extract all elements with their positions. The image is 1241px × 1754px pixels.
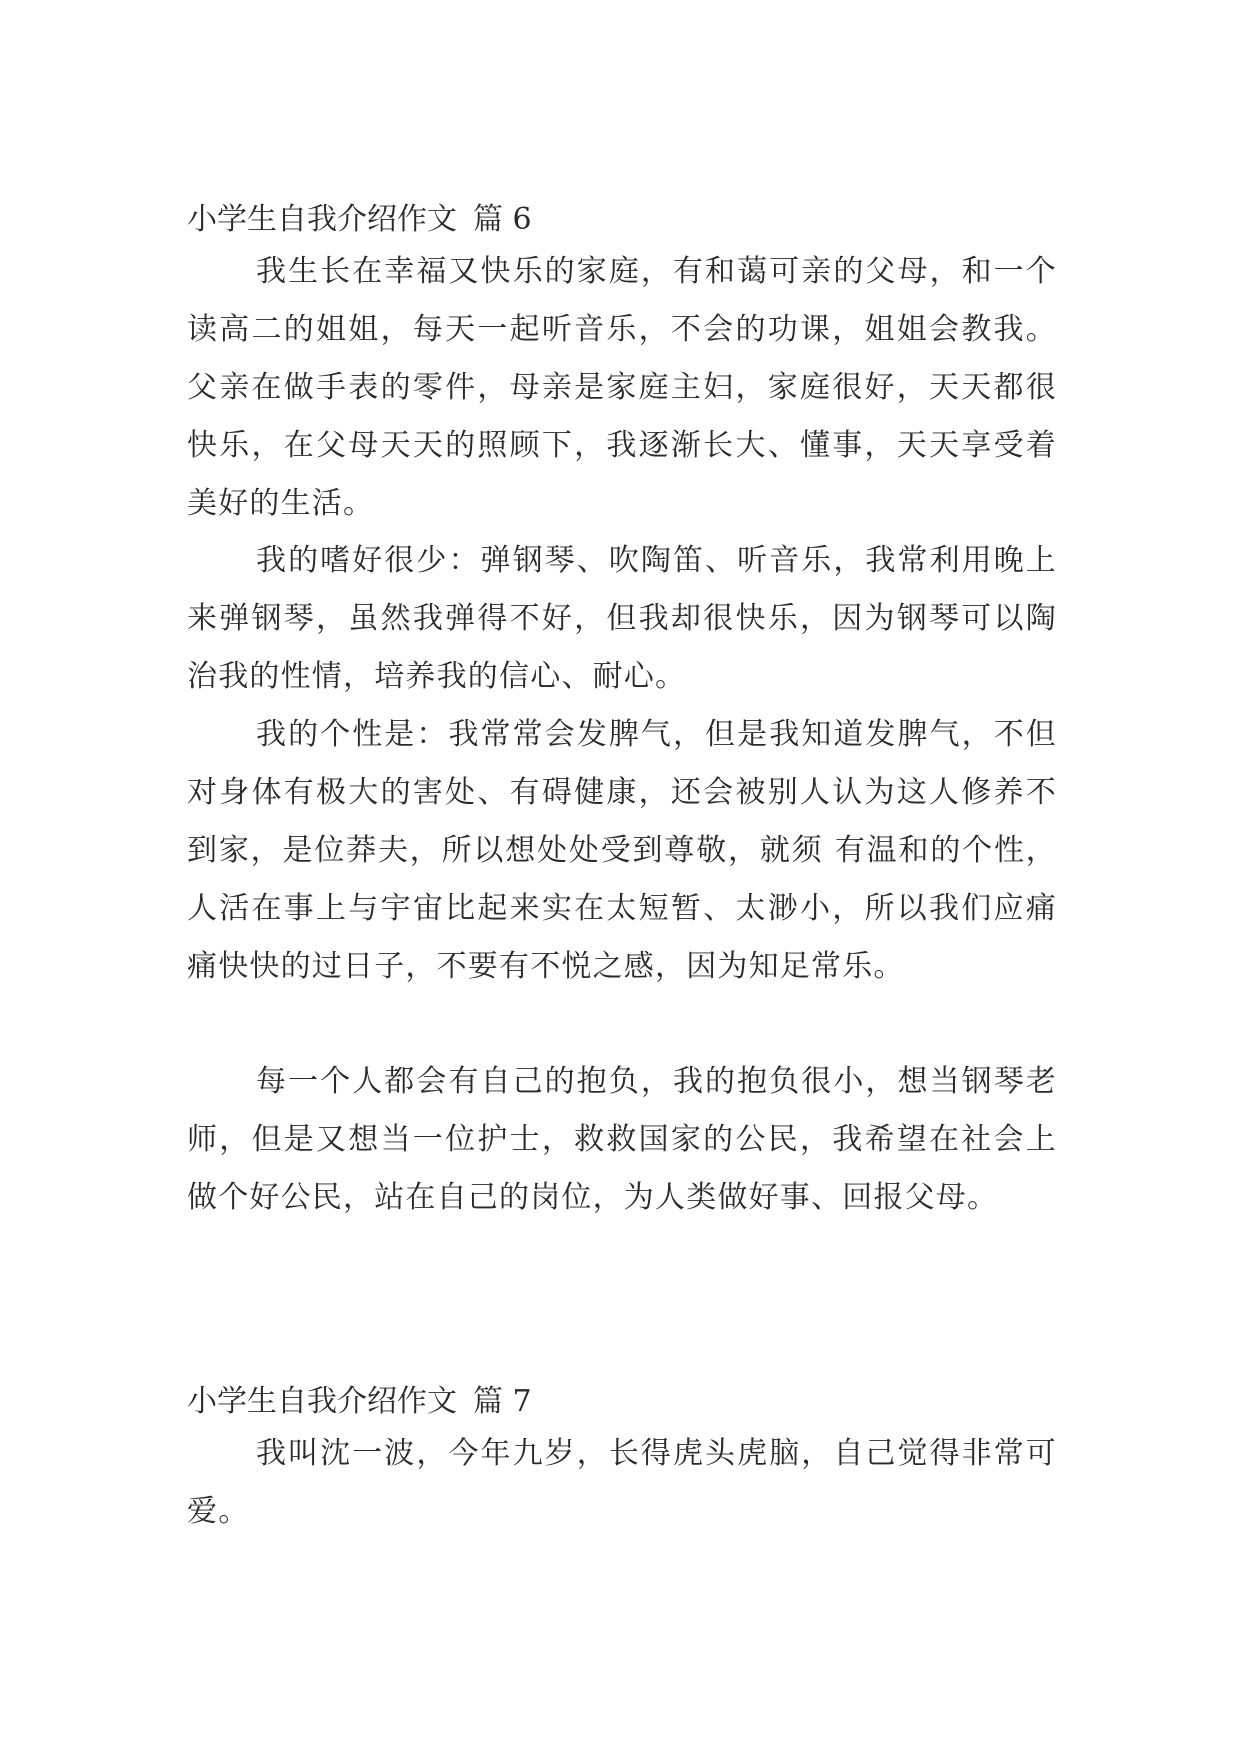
- paragraph-personality: 我的个性是：我常常会发脾气，但是我知道发脾气，不但对身体有极大的害处、有碍健康，还会被别人认为这人修养不到家，是位莽夫，所以想处处受到尊敬，就须 有温和的个性，人活在事上与宇宙比起来实在太短暂、太渺小，所以我们应痛痛快快的过日子，不要有不悦之感，因为知足常乐。: [187, 717, 1057, 984]
- paragraph-family: 我生长在幸福又快乐的家庭，有和蔼可亲的父母，和一个读高二的姐姐，每天一起听音乐，不会的功课，姐姐会教我。父亲在做手表的零件，母亲是家庭主妇，家庭很好，天天都很快乐，在父母天天的照顾下，我逐渐长大、懂事，天天享受着美好的生活。: [187, 254, 1057, 521]
- paragraph-ambition: 每一个人都会有自己的抱负，我的抱负很小，想当钢琴老师，但是又想当一位护士，救救国家的公民，我希望在社会上做个好公民，站在自己的岗位，为人类做好事、回报父母。: [187, 1064, 1057, 1215]
- section-number: 篇 7: [473, 1384, 532, 1419]
- section-heading-7: [187, 1382, 532, 1422]
- section-title: 小学生自我介绍作文: [187, 1384, 457, 1419]
- section-title: 小学生自我介绍作文: [187, 202, 457, 237]
- paragraph-intro: 我叫沈一波，今年九岁，长得虎头虎脑，自己觉得非常可爱。: [187, 1436, 1057, 1529]
- section-heading-6: [187, 200, 532, 240]
- section-number: 篇 6: [473, 202, 532, 237]
- paragraph-hobbies: 我的嗜好很少：弹钢琴、吹陶笛、听音乐，我常利用晚上来弹钢琴，虽然我弹得不好，但我却很快乐，因为钢琴可以陶治我的性情，培养我的信心、耐心。: [187, 543, 1057, 694]
